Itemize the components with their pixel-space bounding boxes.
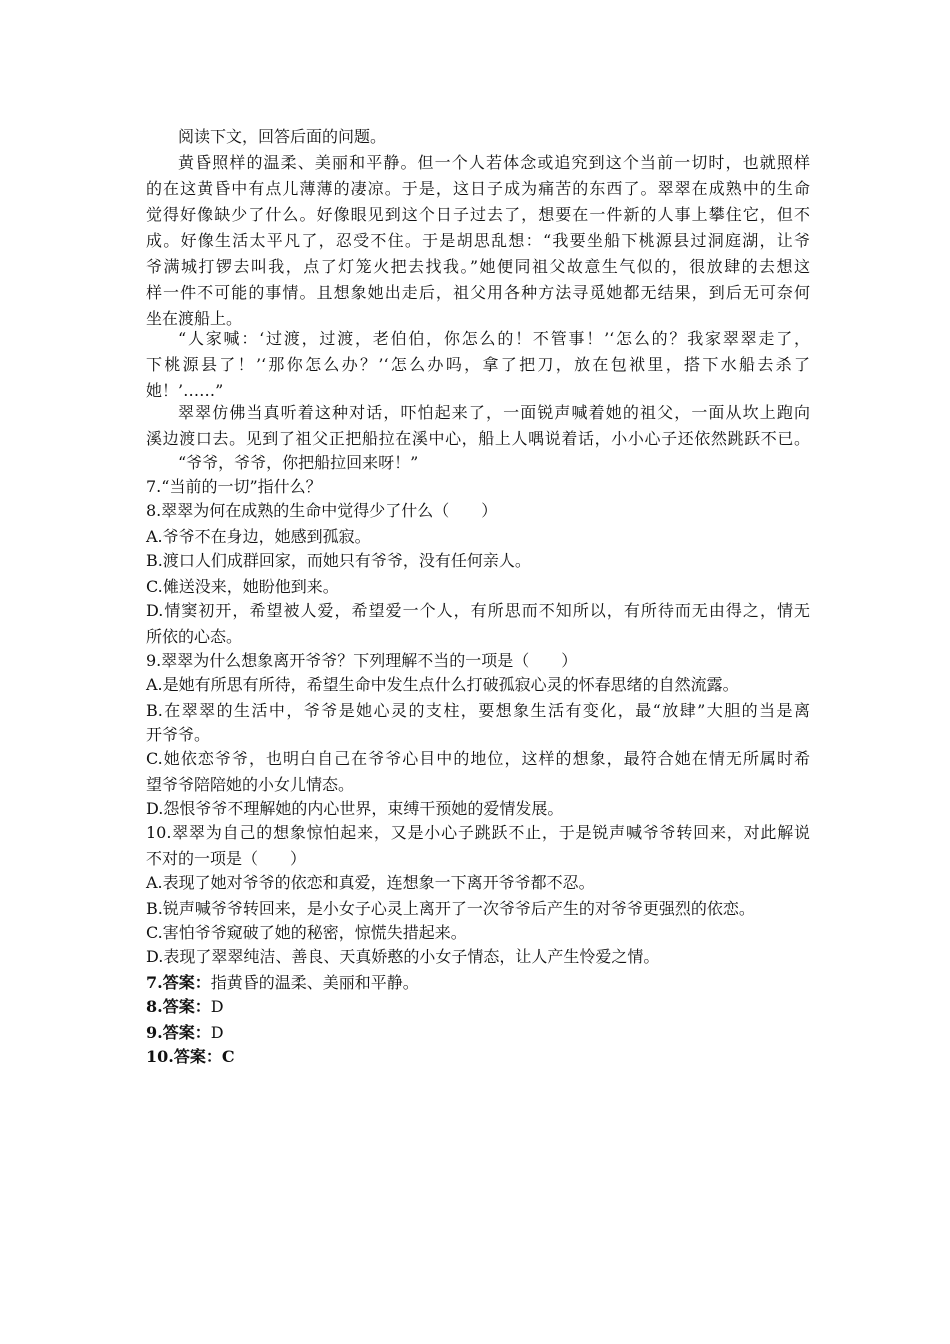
answer-number: 10. — [146, 1047, 174, 1066]
question-9-option-c: C.她依恋爷爷，也明白自己在爷爷心目中的地位，这样的想象，最符合她在情无所属时希 — [146, 749, 810, 768]
question-8-option-b: B.渡口人们成群回家，而她只有爷爷，没有任何亲人。 — [146, 551, 531, 570]
question-10-option-d: D.表现了翠翠纯洁、善良、天真娇憨的小女子情态，让人产生怜爱之情。 — [146, 947, 660, 966]
answer-text: D — [210, 1023, 224, 1042]
question-10-stem: 10.翠翠为自己的想象惊怕起来，又是小心子跳跃不止，于是锐声喊爷爷转回来，对此解说 — [146, 823, 810, 842]
question-9-option-d: D.怨恨爷爷不理解她的内心世界，束缚干预她的爱情发展。 — [146, 799, 564, 818]
answer-label: 答案： — [162, 997, 211, 1016]
passage-line: 她！’……” — [146, 381, 224, 400]
question-9-stem: 9.翠翠为什么想象离开爷爷？下列理解不当的一项是（ ） — [146, 651, 578, 670]
passage-line: 觉得好像缺少了什么。好像眼见到这个日子过去了，想要在一件新的人事上攀住它，但不 — [146, 205, 810, 224]
answer-number: 9. — [146, 1023, 163, 1042]
question-9-option-b: B.在翠翠的生活中，爷爷是她心灵的支柱，要想象生活有变化，最“放肆”大胆的当是离 — [146, 701, 810, 720]
passage-line: 黄昏照样的温柔、美丽和平静。但一个人若体念或追究到这个当前一切时，也就照样 — [178, 153, 810, 172]
answer-label: 答案： — [162, 1023, 211, 1042]
passage-line: 溪边渡口去。见到了祖父正把船拉在溪中心，船上人喁说着话，小小心子还依然跳跃不已。 — [146, 429, 810, 448]
answer-label: 答案： — [162, 973, 211, 992]
passage-line: 的在这黄昏中有点儿薄薄的凄凉。于是，这日子成为痛苦的东西了。翠翠在成熟中的生命 — [146, 179, 810, 198]
answer-text: 指黄昏的温柔、美丽和平静。 — [210, 973, 419, 992]
question-8-option-a: A.爷爷不在身边，她感到孤寂。 — [146, 527, 371, 546]
answer-number: 8. — [146, 997, 163, 1016]
question-10-option-a: A.表现了她对爷爷的依恋和真爱，连想象一下离开爷爷都不忍。 — [146, 873, 595, 892]
answer-label: 答案： — [173, 1047, 222, 1066]
question-10-option-c: C.害怕爷爷窥破了她的秘密，惊慌失措起来。 — [146, 923, 467, 942]
answer-7 — [146, 970, 810, 996]
passage-line: “人家喊：‘过渡，过渡，老伯伯，你怎么的！不管事！’‘怎么的？我家翠翠走了， — [178, 329, 810, 348]
intro-text: 阅读下文，回答后面的问题。 — [178, 127, 387, 146]
answer-9 — [146, 1020, 810, 1046]
question-9-option-b-cont: 开爷爷。 — [146, 725, 211, 744]
passage-line: 爷满城打锣去叫我，点了灯笼火把去找我。”她便同祖父故意生气似的，很放肆的去想这 — [146, 257, 810, 276]
passage-line: “爷爷，爷爷，你把船拉回来呀！” — [178, 453, 419, 472]
question-9-option-c-cont: 望爷爷陪陪她的小女儿情态。 — [146, 775, 355, 794]
passage-line: 翠翠仿佛当真听着这种对话，吓怕起来了，一面锐声喊着她的祖父，一面从坎上跑向 — [178, 403, 810, 422]
question-8-stem: 8.翠翠为何在成熟的生命中觉得少了什么（ ） — [146, 501, 498, 520]
passage-line: 样一件不可能的事情。且想象她出走后，祖父用各种方法寻觅她都无结果，到后无可奈何 — [146, 283, 810, 302]
question-8-option-d-cont: 所依的心态。 — [146, 627, 243, 646]
passage-line: 坐在渡船上。 — [146, 309, 243, 328]
answer-10 — [146, 1044, 810, 1070]
question-10-option-b: B.锐声喊爷爷转回来，是小女子心灵上离开了一次爷爷后产生的对爷爷更强烈的依恋。 — [146, 899, 755, 918]
passage-line: 成。好像生活太平凡了，忍受不住。于是胡思乱想：“我要坐船下桃源县过洞庭湖，让爷 — [146, 231, 810, 250]
question-10-stem-cont: 不对的一项是（ ） — [146, 849, 307, 868]
question-8-option-c: C.傩送没来，她盼他到来。 — [146, 577, 339, 596]
answer-number: 7. — [146, 973, 163, 992]
question-7: 7.“当前的一切”指什么？ — [146, 477, 322, 496]
question-9-option-a: A.是她有所思有所待，希望生命中发生点什么打破孤寂心灵的怀春思绪的自然流露。 — [146, 675, 739, 694]
passage-line: 下桃源县了！’‘那你怎么办？’‘怎么办吗，拿了把刀，放在包袱里，搭下水船去杀了 — [146, 355, 810, 374]
question-8-option-d: D.情窦初开，希望被人爱，希望爱一个人，有所思而不知所以，有所待而无由得之，情无 — [146, 601, 810, 620]
answer-text: D — [210, 997, 224, 1016]
answer-8 — [146, 994, 810, 1020]
answer-text: C — [221, 1047, 235, 1066]
